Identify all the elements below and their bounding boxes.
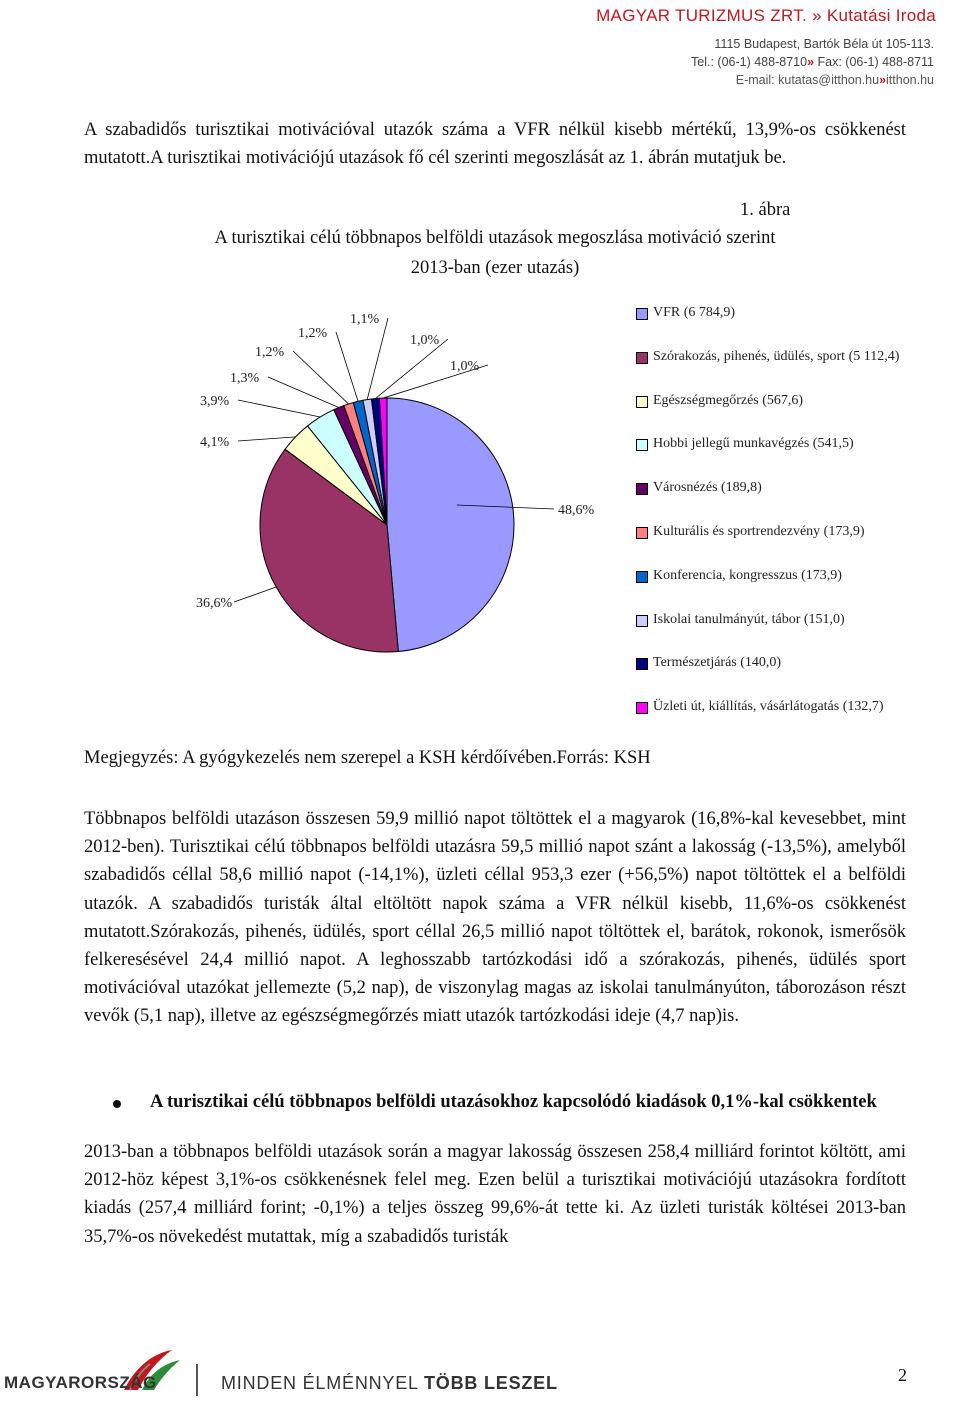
legend-label: Hobbi jellegű munkavégzés (541,5) xyxy=(653,436,854,452)
legend-swatch xyxy=(636,702,648,714)
legend-label: Szórakozás, pihenés, üdülés, sport (5 112,4) xyxy=(653,348,900,364)
body-paragraph-spending: 2013-ban a többnapos belföldi utazások során a magyar lakosság összesen 258,4 milliárd forintot költött, ami 2012-höz képest 3,1%-os csökkenésnek felel meg. Ezen belül a turisztikai motivációjú utazásokra fordított kiadás (257,4 milliárd forint; -0,1%) a teljes összeg 99,6%-át tette ki. Az üzleti turisták költései 2013-ban 35,7%-os növekedést mutattak, míg a szabadidős turisták xyxy=(84,1142,906,1247)
pie-percent-label: 1,1% xyxy=(350,312,380,327)
figure-title-line1: A turisztikai célú többnapos belföldi utazások megoszlása motiváció szerint xyxy=(214,228,776,248)
figure-number: 1. ábra xyxy=(740,200,791,220)
pie-percent-label: 1,2% xyxy=(255,345,285,360)
body-paragraph-days: Többnapos belföldi utazáson összesen 59,9 millió napot töltöttek el a magyarok (16,8%-kal kevesebbet, mint 2012-ben). Turisztikai célú többnapos belföldi utazásra 59,5 millió napot szánt a lakosság (-13,5%), amelyből szabadidős céllal 58,6 millió napot (-14,1%), üzleti céllal 953,3 ezer (+56,5%) napot töltöttek el a belföldi utazók. A szabadidős turisták által eltöltött napok száma a VFR nélkül kisebb, 11,6%-os csökkenést mutatott.Szórakozás, pihenés, üdülés, sport céllal 26,5 millió napot töltöttek el, barátok, rokonok, ismerősök felkeresésével 24,4 millió napot. A leghosszabb tartózkodási idő a szórakozás, pihenés, üdülés sport motivációval utazókat jellemezte (5,2 nap), de viszonylag magas az iskolai tanulmányúton, táborozáson részt vevők (5,1 nap), illetve az egészségmegőrzés miatt utazók tartózkodási ideje (4,7 nap)is. xyxy=(84,809,906,1027)
email-link[interactable]: E-mail: kutatas@itthon.hu xyxy=(735,73,880,87)
legend-swatch xyxy=(636,571,648,583)
pie-slice xyxy=(387,398,514,651)
legend-label: Városnézés (189,8) xyxy=(653,480,762,496)
page-number: 2 xyxy=(898,1365,907,1385)
legend-swatch xyxy=(636,527,648,539)
web-link[interactable]: itthon.hu xyxy=(886,73,934,87)
legend-label: Konferencia, kongresszus (173,9) xyxy=(653,567,842,583)
source-note: Megjegyzés: A gyógykezelés nem szerepel a KSH kérdőívében.Forrás: KSH xyxy=(84,748,651,768)
legend-swatch xyxy=(636,615,648,627)
legend-swatch xyxy=(636,439,648,451)
legend-swatch xyxy=(636,658,648,670)
legend-swatch xyxy=(636,352,648,364)
footer-brand: MAGYARORSZÁG xyxy=(4,1373,157,1392)
section-heading: A turisztikai célú többnapos belföldi utazásokhoz kapcsolódó kiadások 0,1%-kal csökkentek xyxy=(150,1092,877,1112)
pie-percent-label: 1,3% xyxy=(230,371,260,386)
header-contact: E-mail: kutatas@itthon.hu»itthon.hu xyxy=(735,73,934,87)
header-phone-fax: Tel.: (06-1) 488-8710» Fax: (06-1) 488-8711 xyxy=(691,55,934,69)
leader-line xyxy=(367,318,388,400)
leader-line xyxy=(268,377,339,408)
organization-name: MAGYAR TURIZMUS ZRT. » Kutatási Iroda xyxy=(596,6,936,25)
pie-percent-label: 1,2% xyxy=(298,326,328,341)
legend-swatch xyxy=(636,308,648,320)
pie-percent-label: 1,0% xyxy=(450,359,480,374)
pie-percent-label: 36,6% xyxy=(196,596,233,611)
legend-label: Természetjárás (140,0) xyxy=(653,655,782,671)
intro-paragraph: A szabadidős turisztikai motivációval utazók száma a VFR nélkül kisebb mértékű, 13,9%-os csökkenést mutatott.A turisztikai motivációjú utazások fő cél szerinti megoszlását az 1. ábrán mutatjuk be. xyxy=(84,120,906,169)
pie-percent-label: 48,6% xyxy=(558,503,595,518)
legend-label: Iskolai tanulmányút, tábor (151,0) xyxy=(653,611,845,627)
pie-chart xyxy=(160,290,630,670)
pie-percent-label: 3,9% xyxy=(200,394,230,409)
legend-label: Üzleti út, kiállítás, vásárlátogatás (132,7) xyxy=(653,699,884,715)
leader-line xyxy=(238,437,296,441)
legend-label: Kulturális és sportrendezvény (173,9) xyxy=(653,524,865,539)
footer-divider xyxy=(196,1364,198,1396)
figure-title-line2: 2013-ban (ezer utazás) xyxy=(410,258,580,278)
leader-line xyxy=(336,332,358,401)
leader-line xyxy=(238,400,320,417)
footer-slogan: MINDEN ÉLMÉNNYEL TÖBB LESZEL xyxy=(221,1373,558,1393)
leader-line xyxy=(234,587,276,602)
legend-label: VFR (6 784,9) xyxy=(653,305,736,320)
legend-swatch xyxy=(636,396,648,408)
pie-percent-label: 1,0% xyxy=(410,333,440,348)
leader-line xyxy=(293,351,349,404)
bullet-point xyxy=(113,1100,121,1108)
header-address: 1115 Budapest, Bartók Béla út 105-113. xyxy=(714,37,934,51)
legend-swatch xyxy=(636,483,648,495)
pie-percent-label: 4,1% xyxy=(200,435,230,450)
legend-label: Egészségmegőrzés (567,6) xyxy=(653,392,804,408)
